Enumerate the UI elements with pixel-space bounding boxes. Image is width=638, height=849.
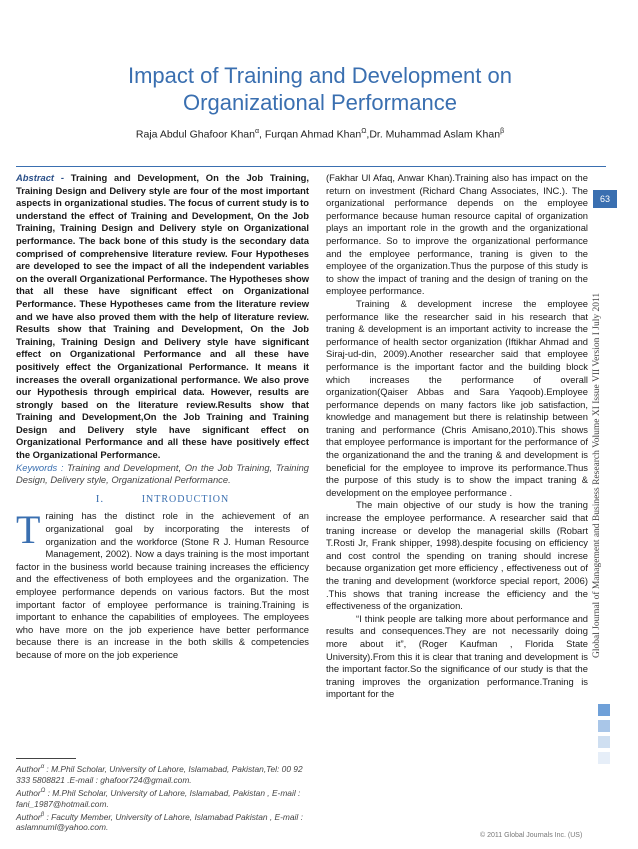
page-number: 63 [593, 190, 617, 208]
square-3 [598, 736, 610, 748]
footnote-3-text: : Faculty Member, University of Lahore, Islamabad Pakistan , E-mail : aslamnuml@yahoo.com. [16, 811, 303, 833]
keywords [16, 462, 309, 487]
section-title: INTRODUCTION [141, 493, 230, 505]
square-2 [598, 720, 610, 732]
footnote-2-mark: Ω [40, 787, 46, 794]
keywords-label: Keywords : [16, 461, 64, 473]
paragraph-1: (Fakhar Ul Afaq, Anwar Khan).Training also has impact on the return on investment (Richard Chang Associates, INC.). The organizational performance depends on the employee performance because human resource capital of organization plays an important role in the growth and the organizational performance. So to improve the organizational performance and the employee performance, traning is given to the employee of the organization.Thus the purpose of this study is to show the impact of traning and the design of traning on the employee performance. [326, 172, 588, 297]
footnote-3-label: Author [16, 811, 41, 822]
paragraph-2: Training & development increse the employee performance like the researcher said in his research that traning & development is an important activity to increase the performance of health sector organization (Iftikhar Ahmad and Siraj-ud-din, 2009).Another researcher said that employee performance is the important factor and the building block which increases the performance of overall organization(Qaiser Abbas and Sara Yaqoob).Employee performance depends on many factors like job satisfaction, knowledge and management but there is relatinship between traning and performance (Chris Amisano,2010).This shows that employee performance is important for the performance of the organizationand the and the traning & and development is beneficial for the employee to improve its performance.Thus the purpose of this study is to show the impact traning & development on the employee performance . [326, 297, 588, 498]
copyright-notice: © 2011 Global Journals Inc. (US) [480, 832, 583, 839]
footnote-2 [16, 786, 316, 810]
decorative-squares [598, 704, 610, 768]
abstract-label: Abstract - [16, 172, 64, 183]
author-3: ,Dr. Muhammad Aslam Khan [366, 128, 501, 141]
intro-text: raining has the distinct role in the achievement of an organizational goal by incorporating the interests of organization and the workforce (Stone R J. Human Resource Management, 2002). Now a days training is the most important factor in the business world because training increases the efficiency and the effectiveness of both employees and the organization. The employee performance depends on various factors. But the most important factor of employee performance is training.Training is important to enhance the capabilities of employees. The employees who have more on the job experience have better performance because there is an increase in the both skills & competencies because of more on the job experience [16, 510, 309, 660]
footnote-1 [16, 762, 316, 786]
author-1: Raja Abdul Ghafoor Khan [135, 128, 255, 141]
abstract-text: Training and Development, On the Job Training, Training Design and Delivery style are four of the most important aspects in organizational studies. The focus of current study is to understand the effect of Training and Development, On the Job Training, Training Design and Delivery style on Organizational performance. The back bone of this study is the secondary data comprised of comprehensive literature review. Four Hypotheses are developed to see the impact of all the independent variables on the overall Organizational Performance. The Hypotheses show that all these have significant effect on Organizational Performance. These Hypotheses came from the literature review and we have also proved them with the help of literature review. Results show that Training and Development, On the Job Training, Training Design and Delivery style have significant effect on Organizational Performance and all these have positively effect the Organizational Performance. It means it increases the overall organizational performance. We also prove our Hypothesis through empirical data. However, results are strongly based on the literature review.Results show that Training and Development,On the Job Training and Training Design and Delivery style have significant effect on Organizational Performance and all these have positively effect the Organizational Performance. [16, 172, 309, 461]
footnote-2-label: Author [16, 787, 41, 798]
footnote-divider [16, 758, 76, 759]
author-2: , Furqan Ahmad Khan [259, 128, 362, 141]
paper-title: Impact of Training and Development on Organizational Performance [127, 63, 512, 115]
author-1-mark: α [254, 128, 260, 135]
author-line [60, 128, 580, 141]
right-column [326, 172, 588, 701]
author-footnotes [16, 762, 316, 833]
footnote-3 [16, 810, 316, 834]
section-heading [16, 493, 309, 507]
author-3-mark: β [500, 128, 505, 135]
footnote-3-mark: β [40, 811, 45, 818]
title-divider [16, 166, 606, 167]
square-4 [598, 752, 610, 764]
journal-running-head: Global Journal of Management and Business Research Volume XI Issue VII Version I July 2011 [592, 292, 602, 658]
footnote-1-label: Author [16, 763, 41, 774]
paragraph-3: The main objective of our study is how the traning increase the employee performance. A researcher said that traning increase or develop the managerial skills (Robart T.Rosti Jr, Frank shipper, 1998).despite focusing on efficiency and cost control the spending on traning should increse because organization get more efficiency , effectiveness out of the traning and development (workforce special report, 2006) .This shows that traning increase the efficiency and the effectiveness of the organization. [326, 499, 588, 612]
drop-cap: T [16, 507, 41, 553]
keywords-text: Training and Development, On the Job Training, Training Design, Delivery style, Organizational Performance. [16, 461, 309, 486]
square-1 [598, 704, 610, 716]
abstract [16, 172, 309, 462]
paragraph-4: “I think people are talking more about performance and results and consequences.They are not necessarily doing more about it”, (Roger Kaufman , Florida State University).From this it is clear that traning and development is the important factor.So the significance of our study is that the traning improves the organization performance.Traning is important for the [326, 612, 588, 700]
intro-paragraph [16, 507, 309, 661]
author-2-mark: Ω [361, 128, 367, 135]
footnote-1-text: : M.Phil Scholar, University of Lahore, Islamabad, Pakistan,Tel: 00 92 333 5808821 .E-mail : ghafoor724@gmail.com. [16, 763, 303, 785]
footnote-2-text: : M.Phil Scholar, University of Lahore, Islamabad, Pakistan , E-mail : fani_1987@hotmail.com. [16, 787, 301, 809]
footnote-1-mark: α [40, 764, 45, 770]
left-column [16, 172, 309, 662]
section-number: I. [95, 492, 105, 505]
